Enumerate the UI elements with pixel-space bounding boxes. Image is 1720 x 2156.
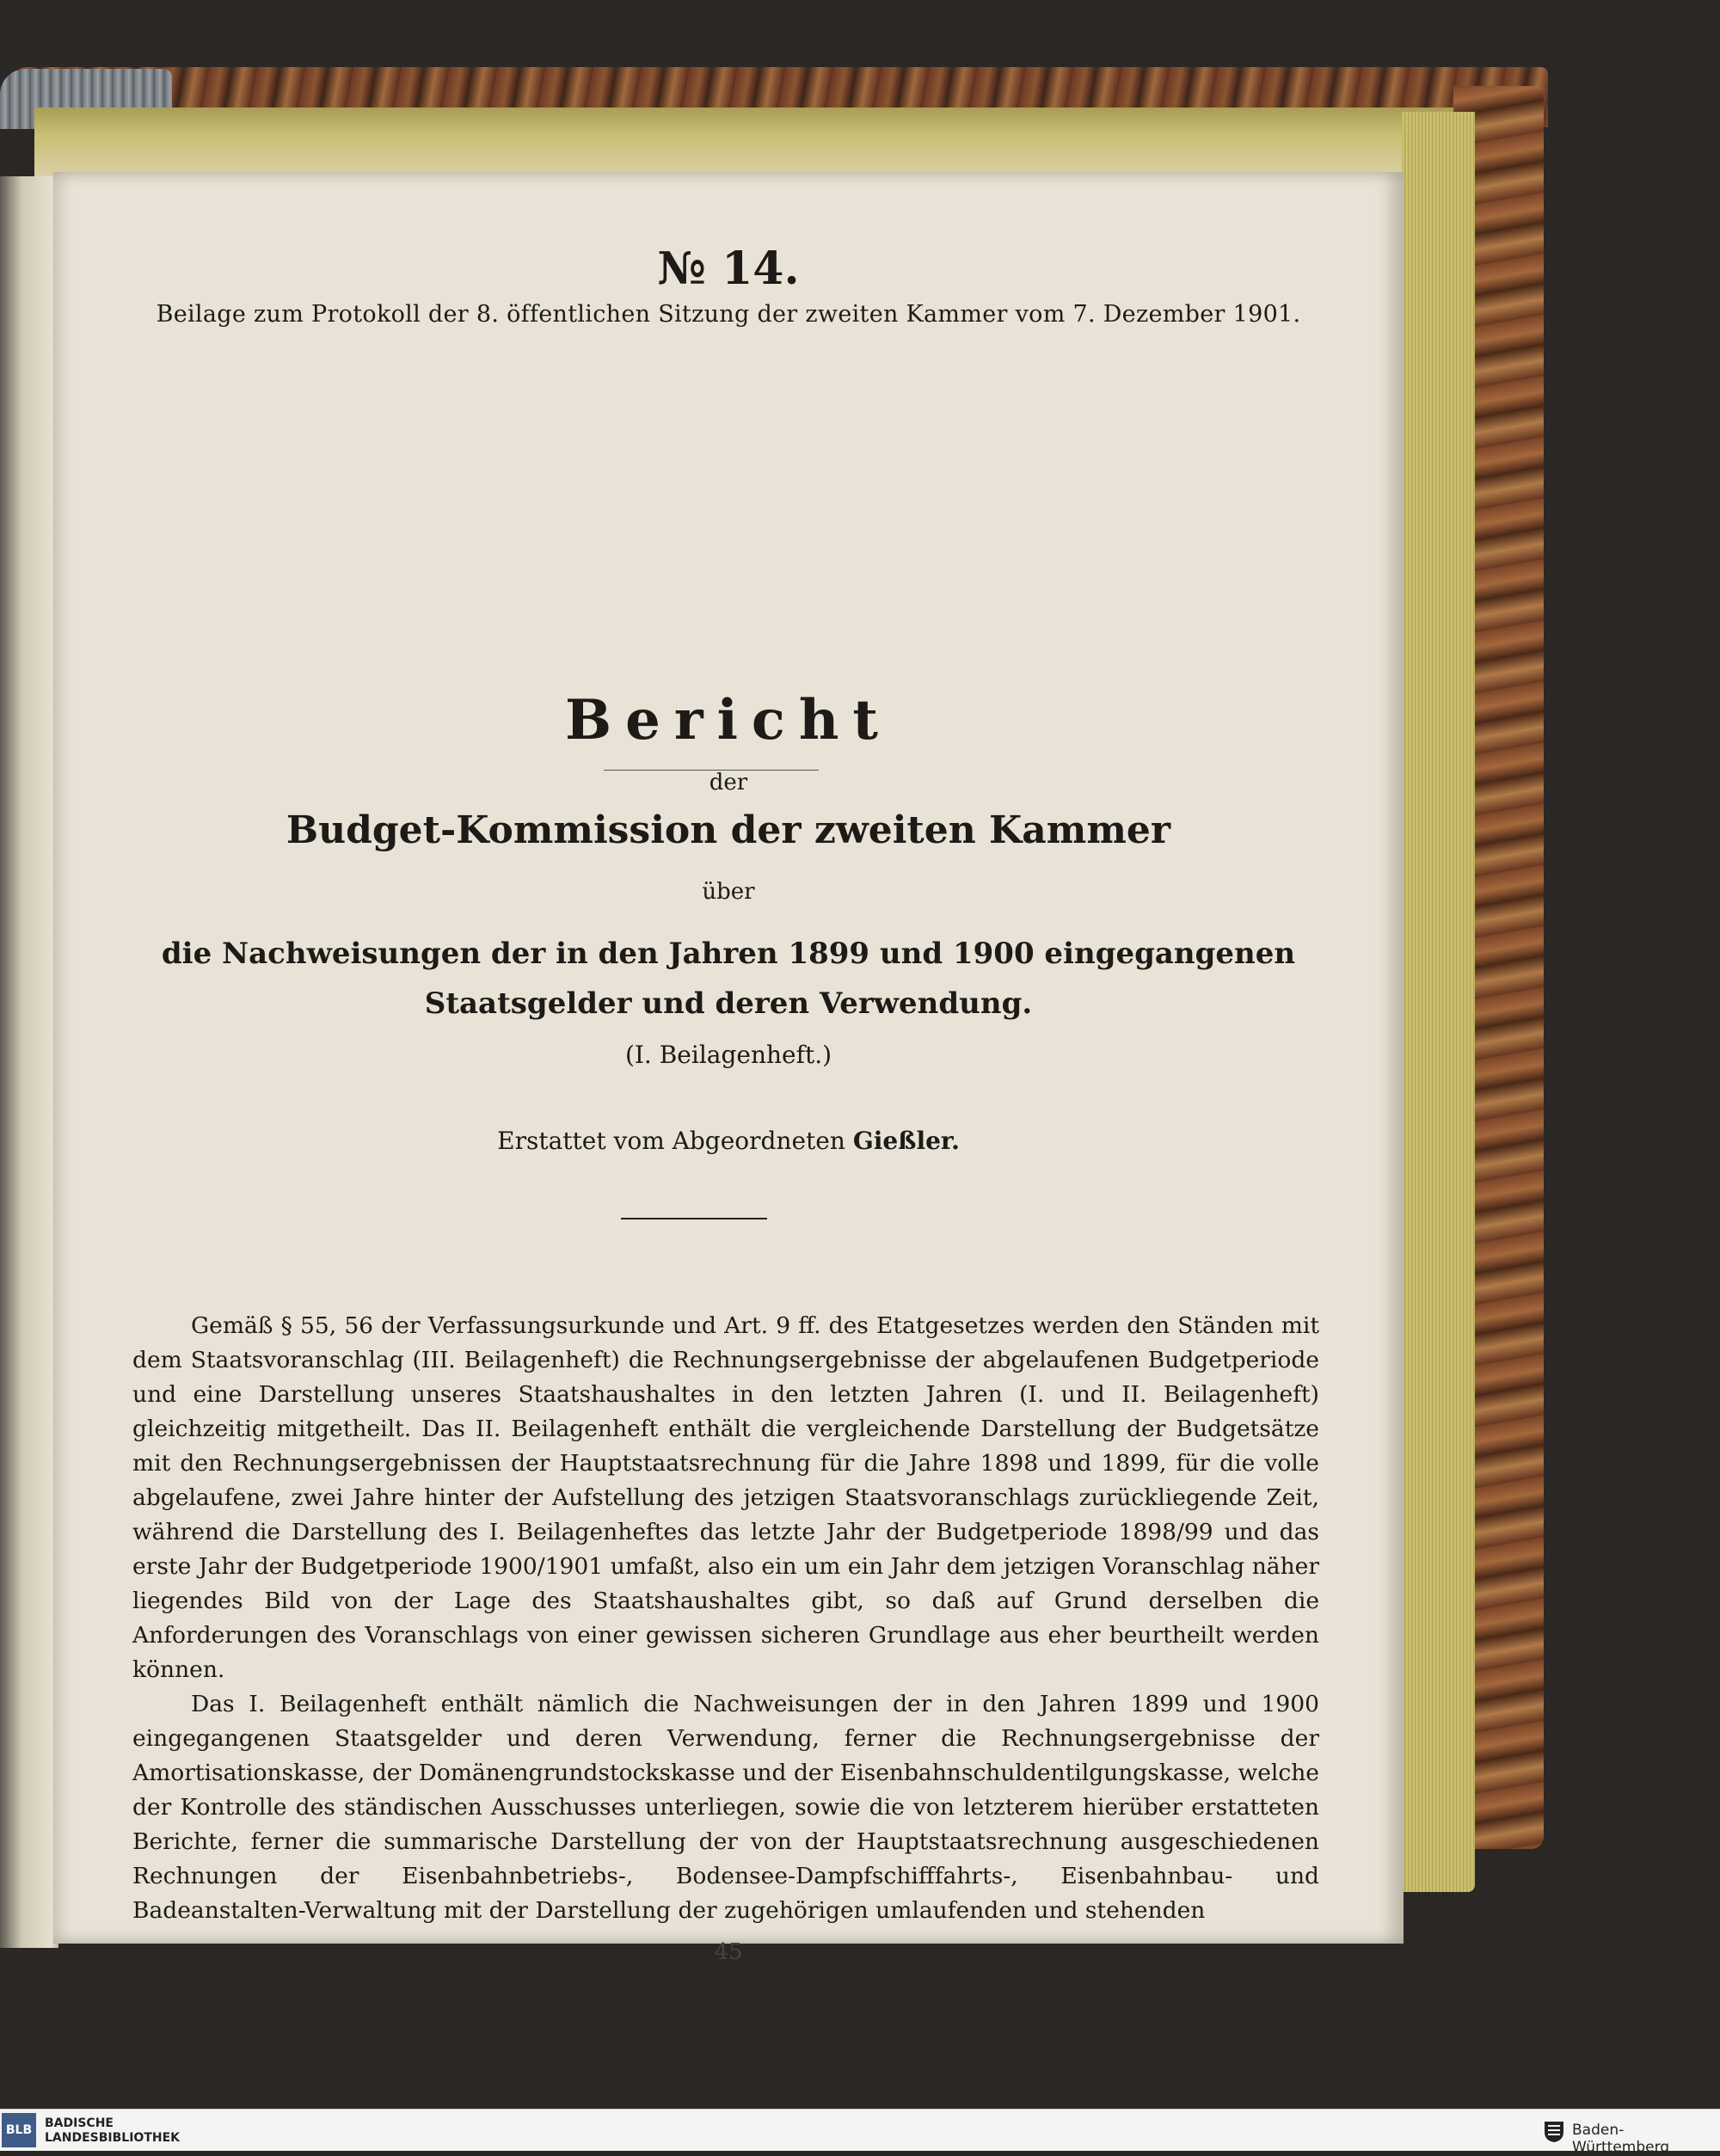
blb-name-line2: LANDESBIBLIOTHEK <box>45 2131 181 2145</box>
blb-name-line1: BADISCHE <box>45 2116 114 2130</box>
report-title: Bericht <box>565 688 892 752</box>
der-line: der <box>709 770 748 795</box>
author-prefix: Erstattet vom Abgeordneten <box>497 1127 853 1155</box>
viewer-footer <box>0 2109 1720 2156</box>
document-number: № 14. <box>657 243 800 295</box>
beilagenheft-note: (I. Beilagenheft.) <box>624 1041 832 1069</box>
paragraph-1: Gemäß § 55, 56 der Verfassungsurkunde und Art. 9 ff. des Etatgesetzes werden den Ständen mit dem Staatsvoranschlag (III. Beilagenheft) die Rechnungsergebnisse der abgelaufenen Budgetperiode und eine Darstellung unseres Staatshaushaltes in den letzten Jahren (I. und II. Beilagenheft) gleichzeitig mitgetheilt. Das II. Beilagenheft enthält die vergleichende Darstellung der Budgetsätze mit den Rechnungsergebnissen der Hauptstaatsrechnung für die Jahre 1898 und 1899, für die volle abgelaufene, zwei Jahre hinter der Aufstellung des jetzigen Staatsvoranschlags zurückliegende Zeit, während die Darstellung des I. Beilagenheftes das letzte Jahr der Budgetperiode 1898/99 und das erste Jahr der Budgetperiode 1900/1901 umfaßt, also ein um ein Jahr dem jetzigen Voranschlag näher liegendes Bild von der Lage des Staatshaushaltes gibt, so daß auf Grund derselben die Anforderungen des Voranschlags von einer gewissen sicheren Grundlage aus eher beurtheilt werden können. <box>132 1312 1319 1683</box>
blb-name[interactable] <box>45 2116 180 2146</box>
facing-page-edge <box>0 176 58 1948</box>
author-line <box>53 1127 1404 1155</box>
commission-title: Budget-Kommission der zweiten Kammer <box>286 808 1171 852</box>
author-name: Gießler. <box>852 1127 960 1155</box>
paragraph-2: Das I. Beilagenheft enthält nämlich die Nachweisungen der in den Jahren 1899 und 1900 eingegangenen Staatsgelder und deren Verwendung, ferner die Rechnungsergebnisse der Amortisationskasse, der Domänengrundstockskasse und der Eisenbahnschuldentilgungskasse, welche der Kontrolle des ständischen Ausschusses unterliegen, sowie die von letzterem hierüber erstatteten Berichte, ferner die summarische Darstellung der von der Hauptstaatsrechnung ausgeschiedenen Rechnungen der Eisenbahnbetriebs-, Bodensee-Dampfschifffahrts-, Eisenbahnbau- und Badeanstalten-Verwaltung mit der Darstellung der zugehörigen umlaufenden und stehenden <box>132 1691 1319 1924</box>
baden-wuerttemberg-crest-icon[interactable] <box>1541 2118 1567 2144</box>
page-number: 45 <box>714 1939 743 1965</box>
ueber-line: über <box>702 879 755 905</box>
blb-logo-icon[interactable]: BLB <box>2 2113 36 2147</box>
section-rule <box>621 1218 767 1219</box>
report-subject: die Nachweisungen der in den Jahren 1899 und 1900 eingegangenen Staatsgelder und deren Verwendung. <box>161 937 1296 1021</box>
baden-wuerttemberg-label[interactable]: Baden-Württemberg <box>1572 2122 1670 2156</box>
document-page <box>53 172 1404 1965</box>
page-top-edge <box>34 107 1453 176</box>
beilage-line: Beilage zum Protokoll der 8. öffentlichen Sitzung der zweiten Kammer vom 7. Dezember 1901. <box>156 301 1301 328</box>
body-text <box>132 1309 1319 1928</box>
page-edges <box>1402 112 1475 1892</box>
